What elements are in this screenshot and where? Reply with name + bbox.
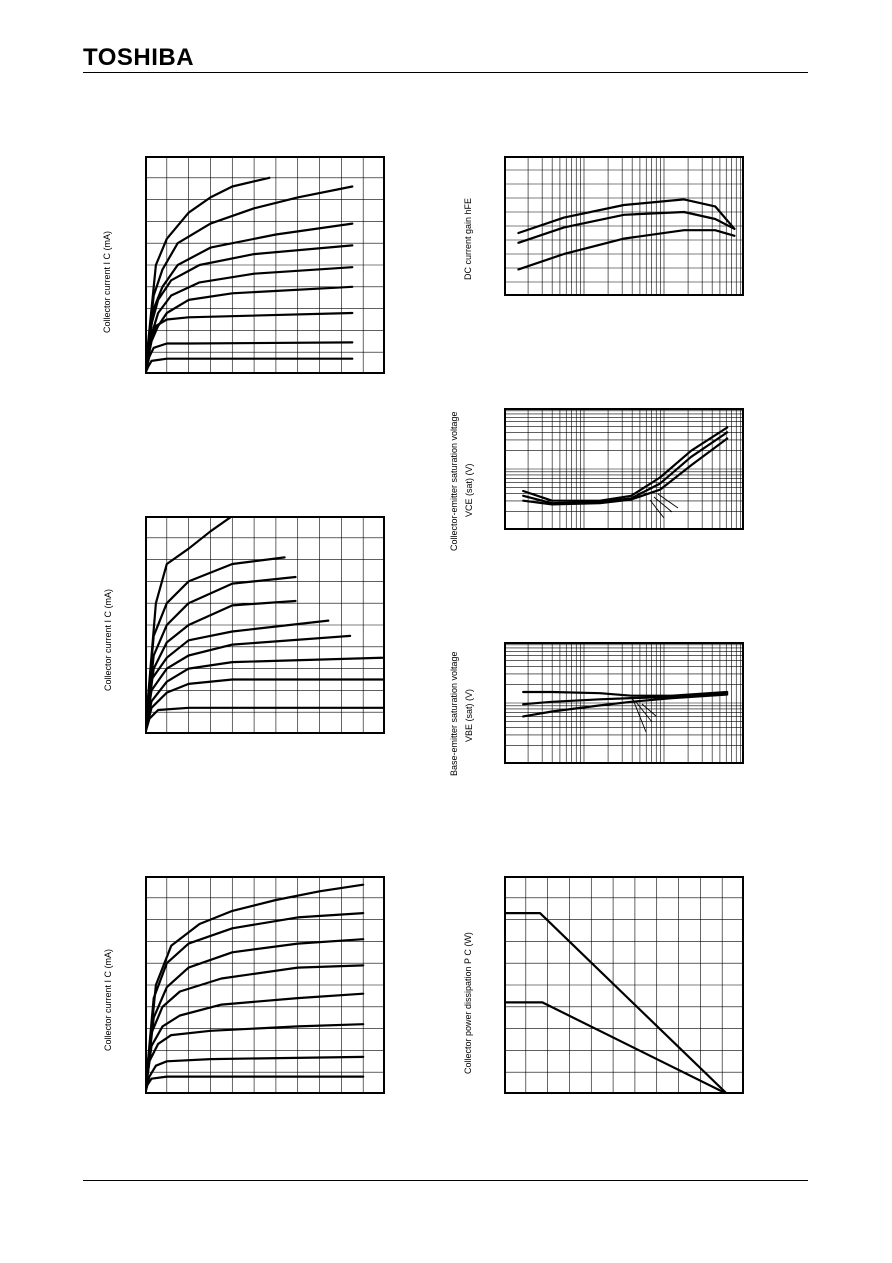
header-rule bbox=[83, 72, 808, 73]
chart-ic-vce-3-ylabel: Collector current I C (mA) bbox=[103, 948, 113, 1051]
series-9-line bbox=[145, 708, 385, 734]
chart-ic-vce-1 bbox=[145, 156, 385, 379]
chart-hfe-plot bbox=[504, 156, 744, 296]
chart-hfe-ylabel: DC current gain hFE bbox=[463, 197, 473, 280]
chart-vcesat-plot bbox=[504, 408, 744, 530]
series-7-line bbox=[145, 658, 385, 734]
series-2-line bbox=[504, 1002, 727, 1094]
series-1-line bbox=[504, 913, 727, 1094]
series-3-line bbox=[145, 577, 296, 734]
footer-rule bbox=[83, 1180, 808, 1181]
chart-ic-vce-3 bbox=[145, 876, 385, 1099]
chart-vcesat-ylabel-1: Collector-emitter saturation voltage bbox=[449, 411, 459, 551]
series-4-line bbox=[145, 245, 352, 374]
chart-vbesat bbox=[504, 642, 744, 769]
chart-vbesat-ylabel-1: Base-emitter saturation voltage bbox=[449, 651, 459, 776]
series-1-line bbox=[523, 428, 727, 501]
series-9-line bbox=[145, 359, 352, 374]
grid bbox=[145, 156, 385, 374]
leader-line bbox=[654, 497, 672, 512]
chart-hfe bbox=[504, 156, 744, 301]
leader-line bbox=[632, 697, 646, 732]
grid bbox=[504, 408, 744, 530]
brand-logo: TOSHIBA bbox=[83, 44, 195, 71]
chart-vbesat-ylabel-2: VBE (sat) (V) bbox=[464, 688, 474, 742]
chart-ic-vce-2 bbox=[145, 516, 385, 739]
chart-ic-vce-3-plot bbox=[145, 876, 385, 1094]
chart-pc bbox=[504, 876, 744, 1099]
chart-ic-vce-1-ylabel: Collector current I C (mA) bbox=[102, 230, 112, 333]
series-2-line bbox=[523, 432, 727, 503]
chart-vcesat-ylabel-2: VCE (sat) (V) bbox=[464, 463, 474, 517]
chart-vbesat-plot bbox=[504, 642, 744, 764]
chart-ic-vce-1-plot bbox=[145, 156, 385, 374]
chart-pc-plot bbox=[504, 876, 744, 1094]
chart-pc-ylabel: Collector power dissipation P C (W) bbox=[463, 932, 473, 1074]
grid bbox=[504, 876, 744, 1094]
chart-ic-vce-2-plot bbox=[145, 516, 385, 734]
grid bbox=[145, 516, 385, 734]
series-2-line bbox=[145, 187, 352, 375]
chart-ic-vce-2-ylabel: Collector current I C (mA) bbox=[103, 588, 113, 691]
leader-line bbox=[650, 500, 664, 518]
chart-vcesat bbox=[504, 408, 744, 535]
